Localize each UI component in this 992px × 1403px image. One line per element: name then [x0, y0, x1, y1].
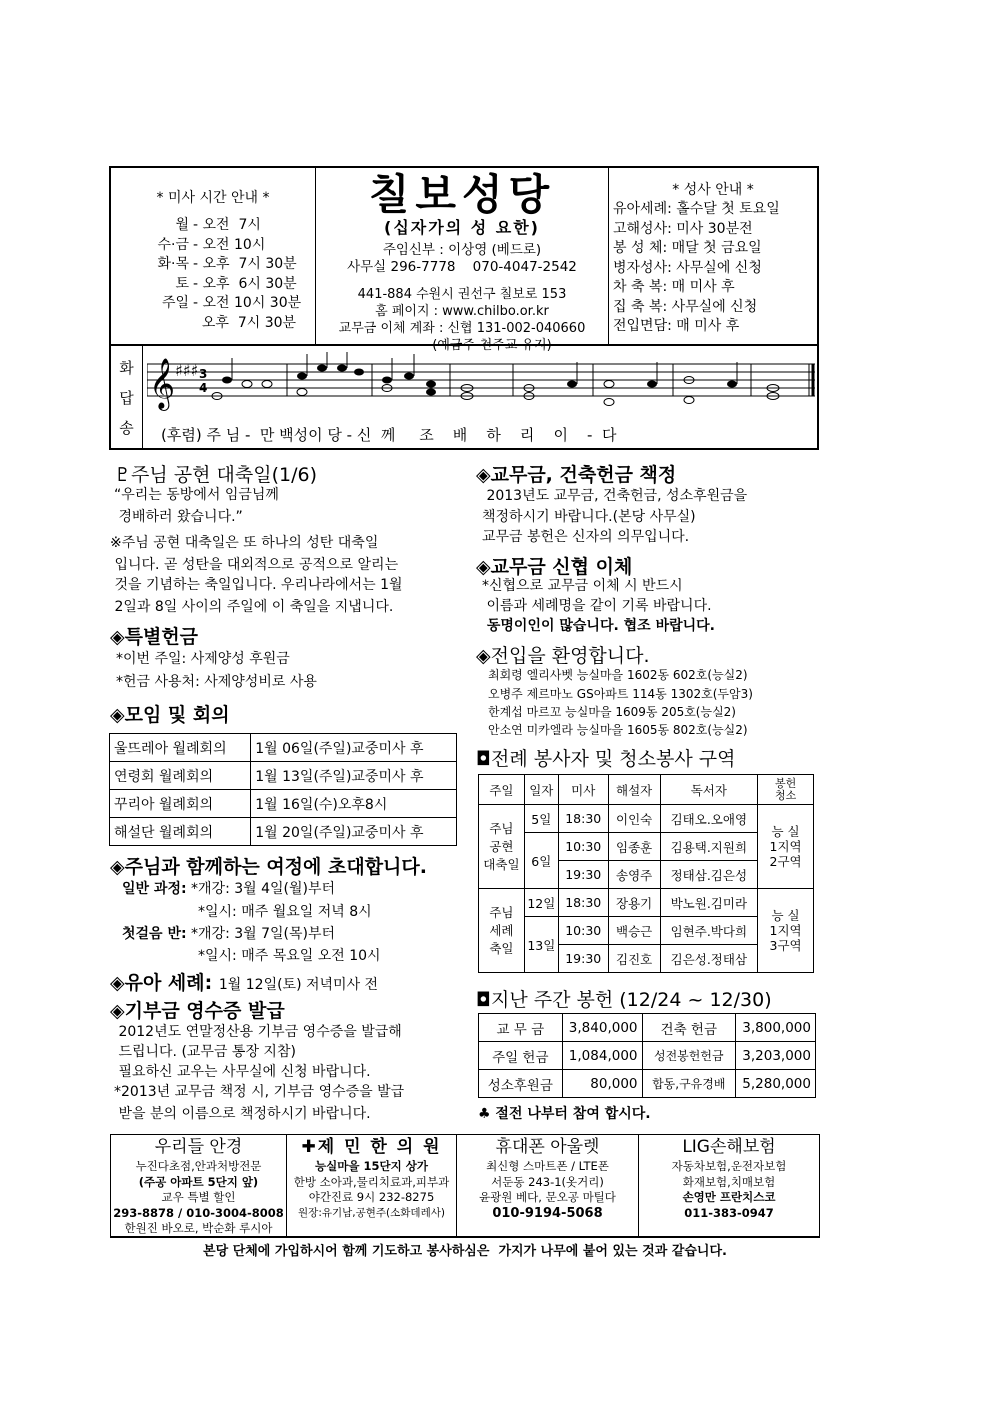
svg-text:3: 3	[199, 367, 208, 381]
transfer-line: *신협으로 교무금 이체 시 반드시	[482, 578, 683, 594]
offering-table	[478, 1013, 816, 1098]
dues-line: 교무금 봉헌은 신자의 의무입니다.	[482, 529, 690, 545]
epiphany-title: ♇주님 공현 대축일(1/6)	[114, 464, 317, 486]
mass-row: 화·목 - 오후 7시 30분	[157, 256, 297, 272]
table-row: 6일 10:30 임종훈 김용택.지원희	[479, 833, 814, 861]
psalm-label: 화 답 송	[111, 346, 143, 448]
special-offering-line: *헌금 사용처: 사제양성비로 사용	[116, 674, 317, 690]
footer-rule	[110, 1236, 820, 1238]
homepage: 홈 페이지 : www.chilbo.or.kr	[375, 304, 549, 319]
receipt-line: 받을 분의 이름으로 책정하시기 바랍니다.	[114, 1106, 371, 1122]
mass-row: 토 - 오후 6시 30분	[175, 275, 297, 292]
table-row: 해설단 월례회의 1월 20일(주일)교중미사 후	[110, 818, 457, 846]
responsorial-psalm	[109, 346, 819, 450]
office-phone: 사무실 296-7778 070-4047-2542	[347, 259, 577, 275]
welcome-line: 안소연 미카엘라 능실마을 1605동 802호(능실2)	[488, 723, 748, 737]
mass-times-title: * 미사 시간 안내 *	[156, 190, 270, 206]
table-header-row: 주일 일자 미사 해설자 독서자 봉헌 청소	[479, 775, 814, 805]
dues-line: 책정하시기 바랍니다.(본당 사무실)	[482, 509, 696, 525]
receipt-line: 2012년도 연말정산용 기부금 영수증을 발급해	[114, 1024, 402, 1040]
journey-course-label: 일반 과정: *개강: 3월 4일(월)부터	[122, 881, 336, 897]
journey-line: *일시: 매주 월요일 저녁 8시	[198, 904, 372, 920]
epiphany-text-3: 것을 기념하는 축일입니다. 우리나라에서는 1월	[110, 577, 403, 593]
table-row: 13일 10:30 백승근 임현주.박다희	[479, 917, 814, 945]
receipt-title: ◈기부금 영수증 발급	[110, 1000, 285, 1022]
address: 441-884 수원시 권선구 칠보로 153	[357, 287, 567, 302]
offering-title: ◘지난 주간 봉헌 (12/24 ~ 12/30)	[476, 989, 772, 1011]
table-row: 주님 공현 대축일 5일 18:30 이인숙 김태오.오애영 능 실 1지역 2구역	[479, 805, 814, 833]
epiphany-quote-1: “우리는 동방에서 임금님께	[114, 487, 279, 503]
dues-line: 2013년도 교무금, 건축헌금, 성소후원금을	[482, 488, 748, 504]
ad-oriental-clinic: ✚제 민 한 의 원 능실마을 15단지 상가 한방 소아과,물리치료과,피부과 야간진료 9시 232-8275 원장:유기남,공현주(소화데레사)	[287, 1135, 457, 1237]
transfer-line: 이름과 세례명을 같이 기록 바랍니다.	[482, 598, 712, 614]
epiphany-quote-2: 경배하러 왔습니다.”	[114, 509, 243, 525]
table-row: 주일 헌금 1,084,000 성전봉헌헌금 3,203,000	[479, 1042, 816, 1070]
transfer-line: 동명이인이 많습니다. 협조 바랍니다.	[482, 618, 715, 634]
table-row: 19:30 송영주 정태삼.김은성	[479, 861, 814, 889]
sacrament-row: 병자성사: 사무실에 신청	[613, 259, 762, 276]
table-row: 울뜨레아 월례회의 1월 06일(주일)교중미사 후	[110, 734, 457, 762]
service-table	[478, 774, 814, 973]
ad-phone-outlet: 휴대폰 아울렛 최신형 스마트폰 / LTE폰 서둔동 243-1(옷거리) 윤광원 베다, 문오공 마틸다 010-9194-5068	[457, 1135, 639, 1237]
svg-text:𝄞: 𝄞	[149, 358, 176, 409]
receipt-line: 드립니다. (교무금 통장 지참)	[114, 1044, 296, 1060]
sacraments-panel	[609, 168, 817, 344]
church-name: 칠보성당	[368, 170, 556, 219]
mass-row: 오후 7시 30분	[193, 314, 297, 331]
journey-line: *일시: 매주 목요일 오전 10시	[198, 948, 381, 964]
pastor: 주임신부 : 이상영 (베드로)	[382, 242, 542, 258]
advertisements	[110, 1134, 820, 1238]
mass-row: 주일 - 오전 10시 30분	[161, 295, 302, 311]
energy-saving-note: ♣ 절전 나부터 참여 합시다.	[478, 1106, 651, 1122]
sacrament-row: 유아세례: 홀수달 첫 토요일	[613, 201, 780, 217]
journey-title: ◈주님과 함께하는 여정에 초대합니다.	[110, 856, 427, 878]
account: 교무금 이체 계좌 : 신협 131-002-040660	[338, 321, 586, 336]
mass-times-panel	[111, 168, 316, 344]
church-info-panel	[316, 168, 609, 353]
mass-times-list	[111, 216, 315, 333]
epiphany-text-2: 입니다. 곧 성탄을 대외적으로 공적으로 알리는	[110, 557, 399, 573]
mass-row: 월 - 오전 7시	[175, 217, 261, 233]
ad-optician: 우리들 안경 누진다초점,안과처방전문 (주공 아파트 5단지 앞) 교우 특별 할인 293-8878 / 010-3004-8008 한원진 바오로, 박순화 루시아	[111, 1135, 287, 1237]
ad-insurance: LIG손해보험 자동차보험,운전자보험 화재보험,치매보험 손영만 프란치스코 011-383-0947	[671, 1137, 787, 1220]
meetings-title: ◈모임 및 회의	[110, 704, 230, 726]
meetings-table	[109, 733, 457, 846]
infant-baptism-title: ◈유아 세례: 1월 12일(토) 저녁미사 전	[110, 972, 379, 994]
svg-text:♯♯♯: ♯♯♯	[175, 361, 199, 380]
receipt-line: *2013년 교무금 책정 시, 기부금 영수증을 발급	[114, 1084, 405, 1100]
table-row: 교 무 금 3,840,000 건축 헌금 3,800,000	[479, 1014, 816, 1042]
sacrament-row: 집 축 복: 사무실에 신청	[613, 298, 758, 315]
psalm-lyrics: (후렴) 주 님 - 만 백성이 당 - 신 께 조 배 하 리 이 - 다	[161, 426, 617, 444]
table-row: 꾸리아 월례회의 1월 16일(수)오후8시	[110, 790, 457, 818]
dues-title: ◈교무금, 건축헌금 책정	[476, 464, 677, 486]
account-holder: (예금주-천주교 유지)	[432, 338, 552, 353]
table-row: 주님 세례 축일 12일 18:30 장용기 박노원.김미라 능 실 1지역 3구역	[479, 889, 814, 917]
journey-first-step-label: 첫걸음 반: *개강: 3월 7일(목)부터	[122, 926, 336, 942]
welcome-title: ◈전입을 환영합니다.	[476, 645, 650, 667]
transfer-title: ◈교무금 신협 이체	[476, 556, 633, 578]
service-title: ◘전례 봉사자 및 청소봉사 구역	[476, 748, 736, 770]
welcome-line: 최회령 엘리사벳 능실마을 1602동 602호(능실2)	[488, 668, 748, 682]
special-offering-line: *이번 주일: 사제양성 후원금	[116, 651, 290, 667]
svg-text:4: 4	[199, 381, 208, 395]
footer-text: 본당 단체에 가입하시어 함께 기도하고 봉사하심은 가지가 나무에 붙어 있는 것과 같습니다.	[203, 1244, 727, 1259]
sacrament-row: 전입면담: 매 미사 후	[613, 318, 740, 334]
header-box	[109, 166, 819, 353]
table-row: 성소후원금 80,000 합동,구유경배 5,280,000	[479, 1070, 816, 1098]
welcome-line: 오병주 제르마노 GS아파트 114동 1302호(두암3)	[488, 687, 753, 701]
special-offering-title: ◈특별헌금	[110, 626, 199, 648]
receipt-line: 필요하신 교우는 사무실에 신청 바랍니다.	[114, 1064, 371, 1080]
sacrament-row: 봉 성 체: 매달 첫 금요일	[613, 240, 762, 256]
welcome-line: 한계섭 마르꼬 능실마을 1609동 205호(능실2)	[488, 705, 736, 719]
sacrament-row: 고해성사: 미사 30분전	[613, 220, 753, 237]
epiphany-text-1: ※주님 공현 대축일은 또 하나의 성탄 대축일	[110, 535, 379, 551]
epiphany-text-4: 2일과 8일 사이의 주일에 이 축일을 지냅니다.	[110, 599, 394, 615]
sacrament-row: 차 축 복: 매 미사 후	[613, 279, 735, 295]
table-row: 19:30 김진호 김은성.정태삼	[479, 945, 814, 973]
mass-row: 수·금 - 오전 10시	[157, 236, 266, 253]
sacraments-title: * 성사 안내 *	[672, 182, 754, 198]
table-row: 연령회 월례회의 1월 13일(주일)교중미사 후	[110, 762, 457, 790]
patron-saint: (십자가의 성 요한)	[384, 218, 540, 237]
music-staff	[147, 352, 817, 420]
